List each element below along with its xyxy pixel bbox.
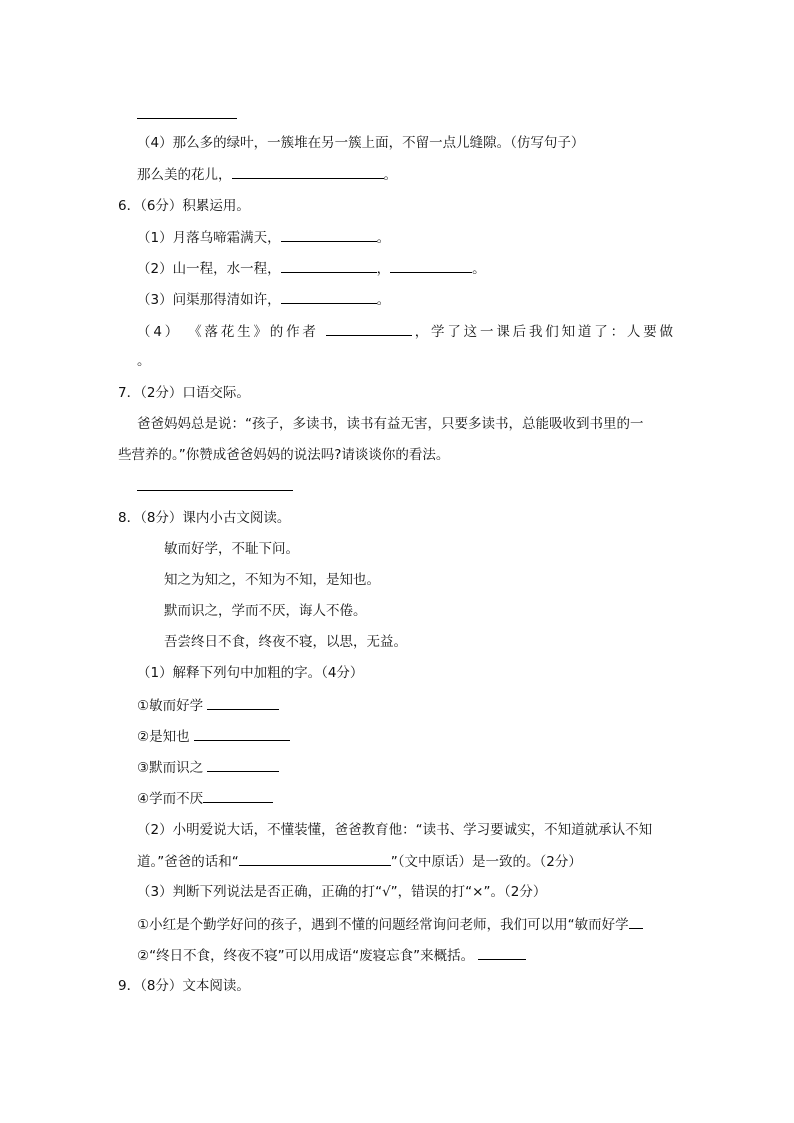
item-mid: ，	[376, 261, 391, 277]
answer-line-q5-3[interactable]	[137, 118, 237, 119]
q7-heading: 7．（2分）口语交际。	[118, 385, 250, 401]
q5-answer-line	[137, 164, 397, 185]
item-prefix: （4）	[137, 135, 173, 151]
answer-blank[interactable]	[239, 851, 391, 866]
q8-sub2-line1: （2）小明爱说大话，不懂装懂，爸爸教育他：“读书、学习要诚实，不知道就承认不知	[137, 822, 653, 838]
item-prefix: （2）	[137, 261, 173, 277]
item-prefix: （3）	[137, 292, 173, 308]
item-text: 问渠那得清如许，	[172, 292, 281, 308]
item-text-before: 《落花生》的作者	[188, 324, 319, 340]
answer-suffix: 。	[383, 167, 397, 183]
answer-blank[interactable]	[207, 757, 279, 772]
item-text: ④学而不厌	[137, 791, 204, 807]
passage-line: 吾尝终日不食，终夜不寝，以思，无益。	[164, 634, 407, 650]
answer-blank[interactable]	[629, 914, 643, 929]
item-text: ①小红是个勤学好问的孩子，遇到不懂的问题经常询问老师，我们可以用“敏而好学	[137, 917, 629, 933]
item-text: 那么多的绿叶，一簇堆在另一簇上面，不留一点儿缝隙。（仿写句子）	[172, 135, 585, 151]
answer-blank[interactable]	[194, 726, 290, 741]
q7-line1: 爸爸妈妈总是说：“孩子，多读书，读书有益无害，只要多读书，总能吸收到书里的一	[137, 416, 644, 432]
q6-heading: 6．（6分）积累运用。	[118, 198, 250, 214]
q5-item4	[137, 133, 584, 153]
item-text: 月落乌啼霜满天，	[172, 230, 281, 246]
answer-blank[interactable]	[281, 289, 377, 304]
item-end: 。	[472, 261, 486, 277]
item-end: 。	[376, 230, 391, 246]
q8-sub3-label: （3）判断下列说法是否正确，正确的打“√”，错误的打“×”。（2分）	[137, 884, 547, 900]
answer-prefix: 那么美的花儿，	[137, 167, 232, 183]
passage-line: 知之为知之，不知为不知，是知也。	[164, 572, 380, 588]
q8-sub1-item2	[137, 726, 290, 747]
item-text: 山一程，水一程，	[172, 261, 281, 277]
passage-line: 默而识之，学而不厌，诲人不倦。	[164, 603, 367, 619]
answer-blank[interactable]	[203, 788, 273, 803]
q7-answer-line[interactable]	[137, 490, 293, 491]
q8-sub3-item1	[137, 914, 643, 935]
q6-item4	[137, 321, 673, 342]
q6-item4-end	[137, 351, 151, 371]
q8-heading: 8．（8分）课内小古文阅读。	[118, 510, 291, 526]
answer-blank[interactable]	[207, 695, 279, 710]
item-prefix: （4）	[137, 324, 182, 340]
item-end: 。	[376, 292, 391, 308]
q8-sub2-line2	[137, 851, 582, 872]
item-text: ②是知也	[137, 729, 190, 745]
q6-item1	[137, 227, 390, 248]
q8-sub1-item4	[137, 788, 273, 809]
answer-blank[interactable]	[281, 258, 377, 273]
answer-blank[interactable]	[326, 321, 412, 336]
answer-blank[interactable]	[281, 227, 377, 242]
line2-a: 道。”爸爸的话和“	[137, 854, 239, 870]
item-prefix: （1）	[137, 230, 173, 246]
item-text: ③默而识之	[137, 760, 204, 776]
item-text: ②“终日不食，终夜不寝”可以用成语“废寝忘食”来概括。	[137, 948, 475, 964]
q7-line2: 些营养的。”你赞成爸爸妈妈的说法吗?请谈谈你的看法。	[118, 447, 450, 463]
line2-b: ”（文中原话）是一致的。（2分）	[390, 854, 582, 870]
item-text: ①敏而好学	[137, 698, 204, 714]
answer-blank[interactable]	[390, 258, 472, 273]
answer-blank[interactable]	[478, 945, 526, 960]
q8-sub3-item2	[137, 945, 526, 966]
passage-line: 敏而好学，不耻下问。	[164, 541, 299, 557]
q6-item3	[137, 289, 390, 310]
q8-sub1-item1	[137, 695, 279, 716]
answer-blank[interactable]	[232, 164, 384, 179]
q8-sub1-label: （1）解释下列句中加粗的字。（4分）	[137, 665, 364, 681]
item-text-after: ，学了这一课后我们知道了：人要做	[411, 324, 674, 340]
q9-heading: 9．（8分）文本阅读。	[118, 978, 250, 994]
item-end: 。	[137, 353, 151, 369]
q8-sub1-item3	[137, 757, 279, 778]
q6-item2	[137, 258, 486, 279]
